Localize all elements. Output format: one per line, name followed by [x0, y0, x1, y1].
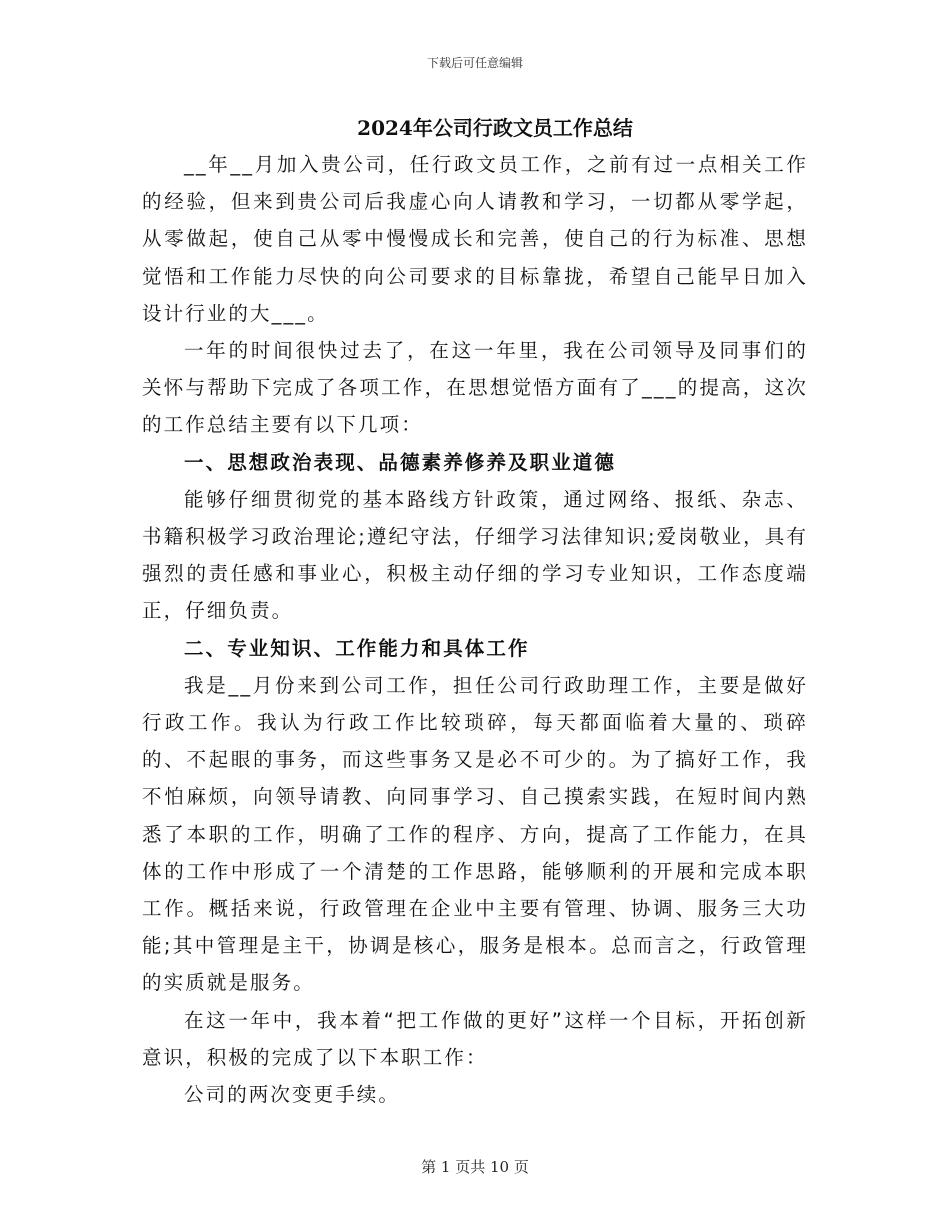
paragraph-list-item: 公司的两次变更手续。 — [184, 1083, 401, 1107]
paragraph-summary-overview: 一年的时间很快过去了，在这一年里，我在公司领导及同事们的关怀与帮助下完成了各项工作，在思想觉悟方面有了___的提高，这次的工作总结主要有以下几项： — [142, 339, 808, 437]
paragraph-intro: __年__月加入贵公司，任行政文员工作，之前有过一点相关工作的经验，但来到贵公司后我虚心向人请教和学习，一切都从零学起，从零做起，使自己从零中慢慢成长和完善，使自己的行为标准、思想觉悟和工作能力尽快的向公司要求的目标靠拢，希望自己能早日加入设计行业的大___。 — [142, 153, 808, 325]
document-body — [142, 146, 808, 1113]
paragraph-work-details: 我是__月份来到公司工作，担任公司行政助理工作，主要是做好行政工作。我认为行政工作比较琐碎，每天都面临着大量的、琐碎的、不起眼的事务，而这些事务又是必不可少的。为了搞好工作，我不怕麻烦，向领导请教、向同事学习、自己摸索实践，在短时间内熟悉了本职的工作，明确了工作的程序、方向，提高了工作能力，在具体的工作中形成了一个清楚的工作思路，能够顺利的开展和完成本职工作。概括来说，行政管理在企业中主要有管理、协调、服务三大功能;其中管理是主干，协调是核心，服务是根本。总而言之，行政管理的实质就是服务。 — [142, 673, 808, 995]
page-number-footer: 第 1 页共 10 页 — [421, 1158, 529, 1176]
paragraph-ethics: 能够仔细贯彻党的基本路线方针政策，通过网络、报纸、杂志、书籍积极学习政治理论;遵纪守法，仔细学习法律知识;爱岗敬业，具有强烈的责任感和事业心，积极主动仔细的学习专业知识，工作态度端正，仔细负责。 — [142, 487, 808, 623]
document-title: 2024年公司行政文员工作总结 — [357, 116, 633, 140]
paragraph-goals: 在这一年中，我本着“把工作做的更好”这样一个目标，开拓创新意识，积极的完成了以下本职工作： — [142, 1008, 808, 1069]
section-heading-1: 一、思想政治表现、品德素养修养及职业道德 — [184, 450, 617, 474]
section-heading-2: 二、专业知识、工作能力和具体工作 — [184, 636, 530, 660]
header-note: 下载后可任意编辑 — [426, 56, 523, 70]
